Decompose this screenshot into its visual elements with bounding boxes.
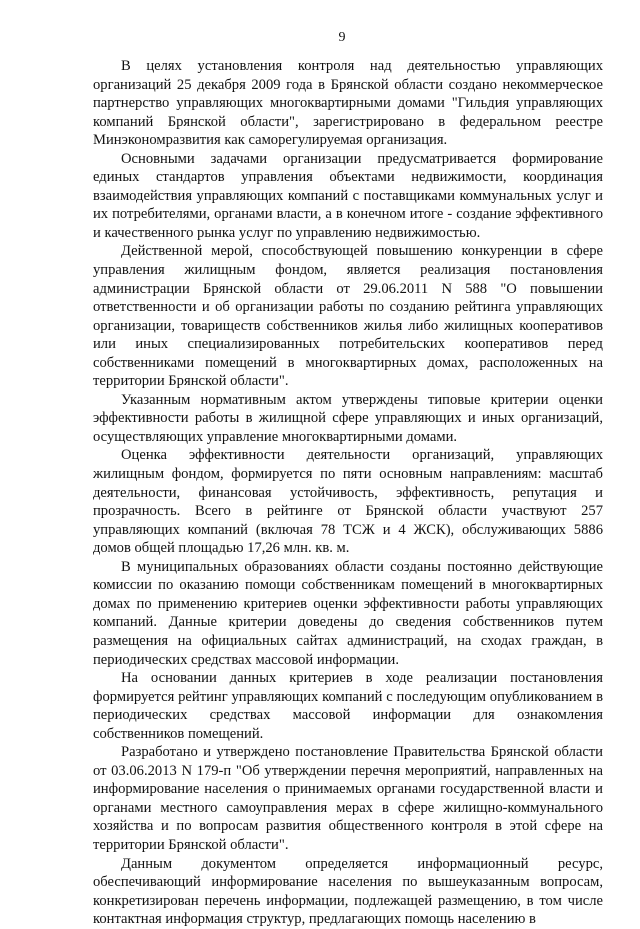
paragraph-rating-directions: Оценка эффективности деятельности организаций, управляющих жилищным фондом, формируется по пяти основным направлениям: масштаб деятельности, финансовая устойчивость, эффективность, репутация и прозрачность. Всего в рейтинге от Брянской области участвуют 257 управляющих компаний (включая 78 ТСЖ и 4 ЖСК), обслуживающих 5886 домов общей площадью 17,26 млн. кв. м. <box>93 447 603 557</box>
paragraph-evaluation-criteria: Указанным нормативным актом утверждены типовые критерии оценки эффективности работы в жилищной сфере управляющих и иных организаций, осуществляющих управление многоквартирными домами. <box>93 391 603 445</box>
paragraph-information-resource: Данным документом определяется информационный ресурс, обеспечивающий информирование населения по вышеуказанным вопросам, конкретизирован перечень информации, подлежащей размещению, в том числе контактная информация структур, предлагающих помощь населению в <box>93 855 603 928</box>
paragraph-resolution-588: Действенной мерой, способствующей повышению конкуренции в сфере управления жилищным фондом, является реализация постановления администрации Брянской области от 29.06.2011 N 588 "О повышении ответственности и об организации работы по созданию рейтинга управляющих организации, товариществ собственников жилья либо жилищных кооперативов или иных специализированных потребительских кооперативов перед собственниками помещений в многоквартирных домах, расположенных на территории Брянской области". <box>93 243 603 390</box>
paragraph-rating-publication: На основании данных критериев в ходе реализации постановления формируется рейтинг управляющих компаний с последующим опубликованием в периодических средствах массовой информации для ознакомления собственников помещений. <box>93 670 603 742</box>
paragraph-municipal-commissions: В муниципальных образованиях области созданы постоянно действующие комиссии по оказанию помощи собственникам помещений в многоквартирных домах по применению критериев оценки эффективности работы управляющих компаний. Данные критерии доведены до сведения собственников путем размещения на официальных сайтах администраций, на сходах граждан, в периодических средствах массовой информации. <box>93 558 603 668</box>
paragraph-self-regulatory-partnership: В целях установления контроля над деятельностью управляющих организаций 25 декабря 2009 года в Брянской области создано некоммерческое партнерство управляющих многоквартирными домами "Гильдия управляющих компаний Брянской области", зарегистрировано в федеральном реестре Минэкономразвития как саморегулируемая организация. <box>93 58 603 149</box>
paragraph-organization-tasks: Основными задачами организации предусматривается формирование единых стандартов управления объектами недвижимости, координация взаимодействия управляющих компаний с поставщиками коммунальных услуг и их потребителями, органами власти, а в конечном итоге - создание эффективного и качественного рынка услуг по управлению недвижимостью. <box>93 150 603 241</box>
paragraph-resolution-179: Разработано и утверждено постановление Правительства Брянской области от 03.06.2013 N 179-п "Об утверждении перечня мероприятий, направленных на информирование населения о принимаемых органами государственной власти и органами местного самоуправления мерах в сфере жилищно-коммунального хозяйства и по вопросам развития общественного контроля в этой сфере на территории Брянской области". <box>93 744 603 853</box>
page-number: 9 <box>338 30 346 45</box>
